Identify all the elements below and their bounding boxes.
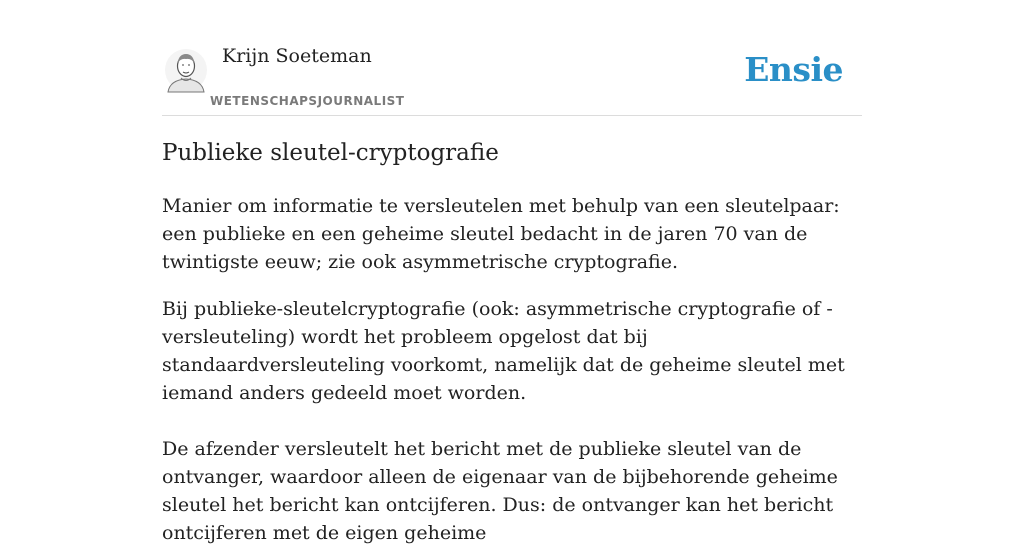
ensie-logo[interactable]: Ensie: [744, 50, 843, 89]
author-avatar-icon[interactable]: [164, 48, 208, 92]
article-title: Publieke sleutel-cryptografie: [162, 140, 499, 166]
article-header: [162, 0, 862, 116]
article-body: [162, 192, 862, 547]
article-definition: Manier om informatie te versleutelen met behulp van een sleutelpaar: een publieke en een geheime sleutel bedacht in de jaren 70 van de twintigste eeuw; zie ook asymmetrische cryptografie.: [162, 195, 840, 273]
author-name[interactable]: Krijn Soeteman: [222, 45, 372, 67]
author-role: WETENSCHAPSJOURNALIST: [210, 94, 405, 108]
paragraph-spacer: [162, 407, 862, 435]
article-card: [162, 0, 862, 544]
article-paragraph: Bij publieke-sleutelcryptografie (ook: asymmetrische cryptografie of -versleuteling) wordt het probleem opgelost dat bij standaardversleuteling voorkomt, namelijk dat de geheime sleutel met iemand anders gedeeld moet worden.: [162, 298, 845, 404]
article-paragraph: De afzender versleutelt het bericht met de publieke sleutel van de ontvanger, waardoor alleen de eigenaar van de bijbehorende geheime sleutel het bericht kan ontcijferen. Dus: de ontvanger kan het bericht ontcijferen met de eigen geheime: [162, 438, 838, 544]
